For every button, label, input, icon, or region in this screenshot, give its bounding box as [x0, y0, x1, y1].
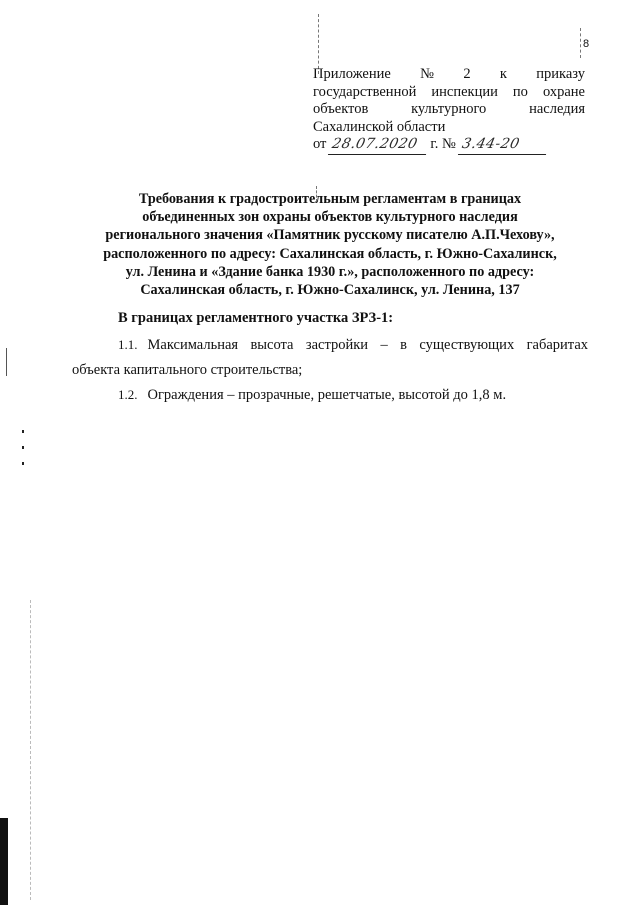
appendix-word: 2 — [463, 66, 471, 82]
title-line: объединенных зон охраны объектов культурного наследия — [142, 209, 518, 226]
item-word: – — [380, 337, 388, 353]
appendix-word: приказу — [536, 66, 585, 82]
appendix-date-number-line — [313, 136, 585, 155]
appendix-line-2 — [313, 84, 585, 102]
appendix-word: к — [499, 66, 507, 82]
item-number: 1.1. — [118, 337, 138, 352]
item-text: Ограждения – прозрачные, решетчатые, высотой до 1,8 м. — [147, 387, 507, 403]
title-line: Сахалинская область, г. Южно-Сахалинск, ул. Ленина, 137 — [140, 282, 520, 299]
scan-edge-left — [30, 600, 32, 900]
requirement-item-2 — [118, 387, 506, 404]
requirement-item-1-continuation: объекта капитального строительства; — [72, 362, 303, 378]
item-word: габаритах — [526, 337, 588, 353]
item-word: застройки — [305, 337, 369, 353]
requirement-item-1 — [118, 337, 588, 354]
item-word: Максимальная — [147, 337, 239, 353]
item-word: высота — [250, 337, 294, 353]
appendix-line-1 — [313, 66, 585, 84]
appendix-region: Сахалинской области — [313, 118, 446, 135]
title-line: регионального значения «Памятник русскому писателю А.П.Чехову», — [105, 227, 555, 244]
appendix-word: объектов — [313, 101, 369, 117]
title-line: Требования к градостроительным регламентам в границах — [138, 191, 522, 207]
scan-fold-line-top — [318, 14, 320, 74]
scan-mark-left-2 — [22, 430, 24, 433]
appendix-word: государственной — [313, 83, 417, 100]
scan-fold-line-right — [580, 28, 582, 58]
appendix-word: Приложение — [313, 66, 391, 82]
handwritten-date: 28.07.2020 — [328, 136, 430, 155]
item-word: существующих — [419, 337, 515, 353]
title-line: расположенного по адресу: Сахалинская область, г. Южно-Сахалинск, — [103, 245, 557, 262]
appendix-word: по — [512, 83, 528, 100]
scan-mark-left-1 — [6, 348, 7, 376]
appendix-word: наследия — [529, 101, 585, 117]
number-prefix: г. № — [430, 136, 456, 152]
appendix-block — [313, 66, 585, 155]
appendix-line-3 — [313, 101, 585, 119]
page-number: 8 — [583, 38, 590, 50]
item-word: в — [400, 337, 407, 353]
scan-binding-edge — [0, 818, 8, 905]
appendix-word: № — [420, 66, 434, 82]
appendix-word: культурного — [411, 101, 487, 117]
item-number: 1.2. — [118, 387, 138, 402]
appendix-word: инспекции — [431, 83, 498, 100]
scan-mark-left-3 — [22, 446, 24, 449]
appendix-line-4 — [313, 119, 585, 137]
scan-mark-left-4 — [22, 462, 24, 465]
appendix-word: охране — [542, 83, 585, 100]
title-line: ул. Ленина и «Здание банка 1930 г.», расположенного по адресу: — [125, 263, 535, 280]
item-text — [148, 337, 589, 354]
date-prefix: от — [313, 136, 327, 152]
handwritten-order-number: 3.44-20 — [458, 136, 550, 155]
section-heading: В границах регламентного участка ЗРЗ-1: — [118, 310, 394, 326]
document-title — [70, 190, 590, 299]
